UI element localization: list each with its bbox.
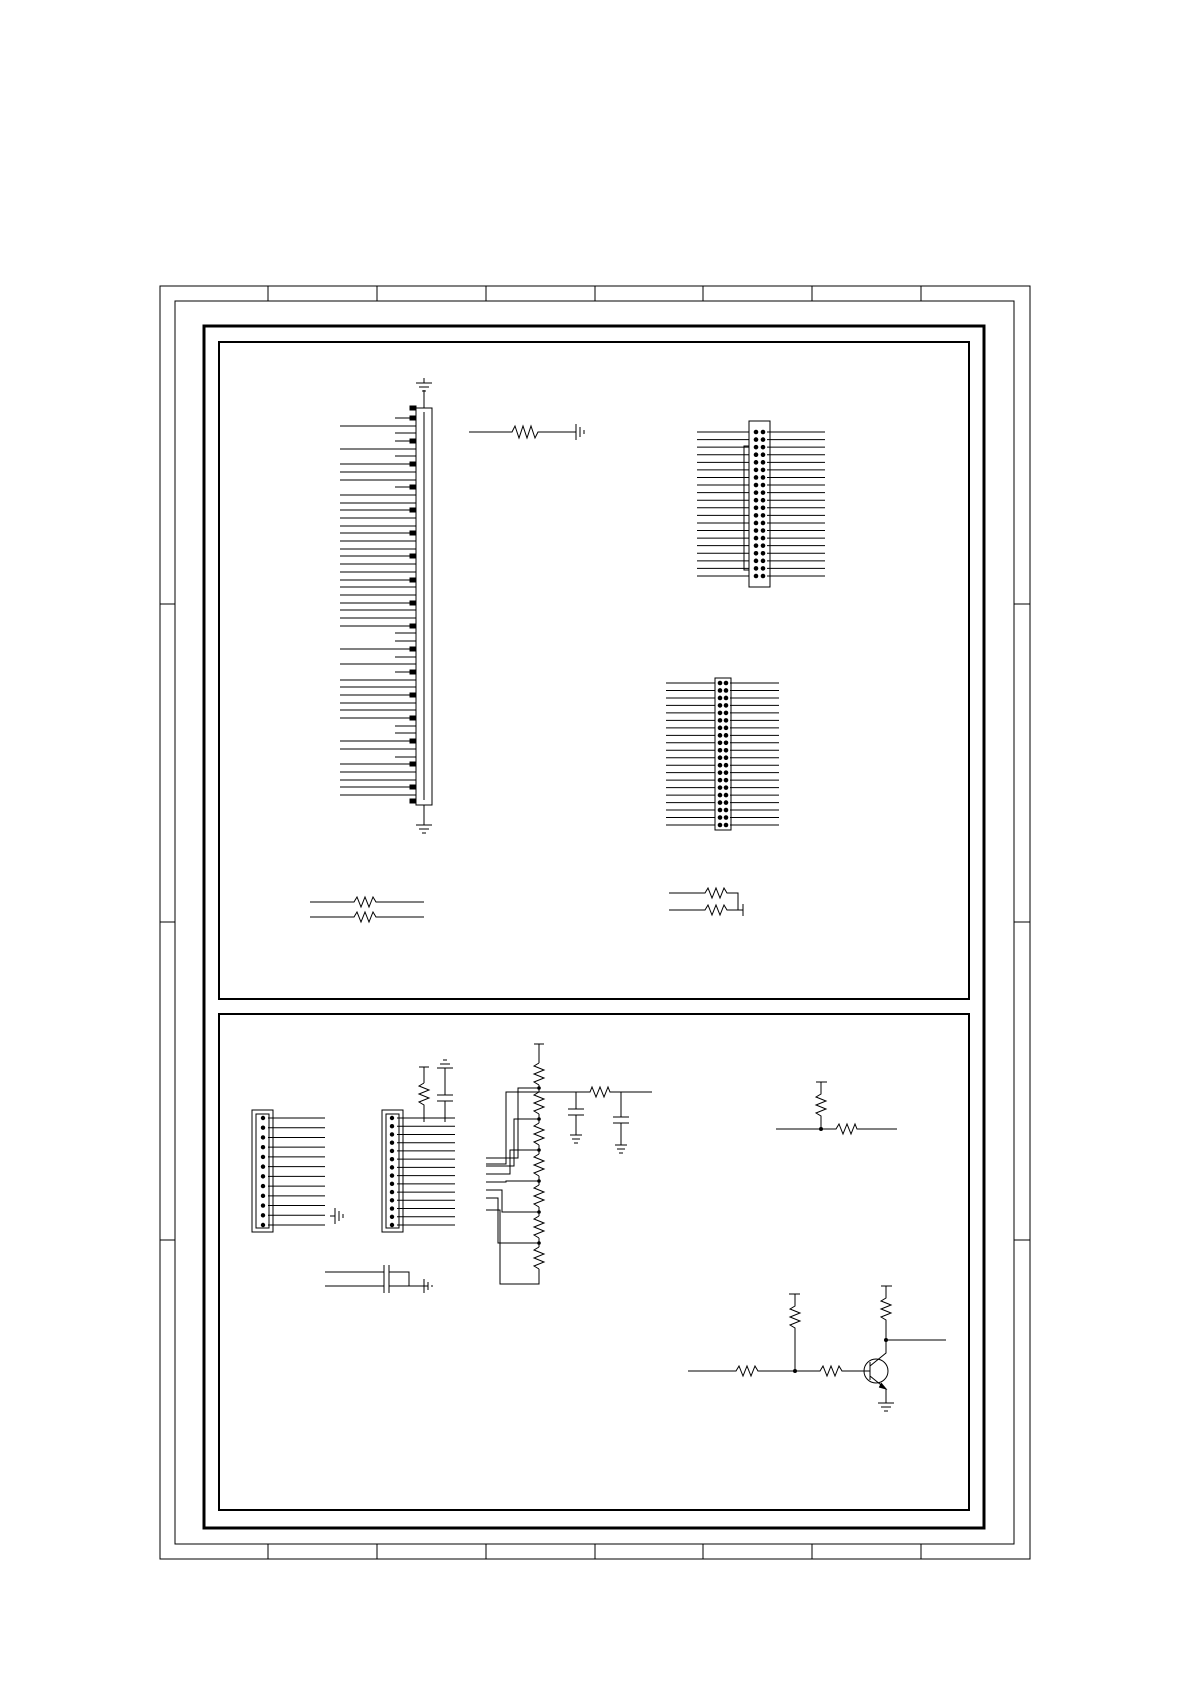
zone-ticks-top [268,286,921,301]
capacitor-pair [325,1265,432,1293]
header-connector-middle [666,678,779,830]
resistor-to-ground [469,424,584,440]
header-connector-right [382,1060,455,1232]
zone-ticks-bottom [268,1544,921,1559]
ground-icon [416,378,432,391]
ground-icon [615,1145,627,1153]
resistor-ladder [486,1044,652,1284]
ground-icon [437,1060,453,1068]
ground-icon [878,1403,894,1411]
resistor-divider [776,1082,897,1134]
zone-ticks-right [1014,604,1030,1240]
series-resistor-pair [310,897,424,922]
drawing-frame [160,286,1030,1559]
ground-icon [416,825,432,833]
edge-connector [340,378,432,833]
lower-panel [219,1014,969,1510]
zone-ticks-left [160,604,175,1240]
ground-icon [570,1135,582,1143]
ground-icon [330,1208,343,1224]
resistor-pair-to-rail [669,888,743,916]
header-connector-upper [697,421,825,587]
upper-panel [219,342,969,999]
transistor-switch [688,1286,946,1411]
ground-icon [576,424,584,440]
header-connector-left [252,1110,343,1232]
